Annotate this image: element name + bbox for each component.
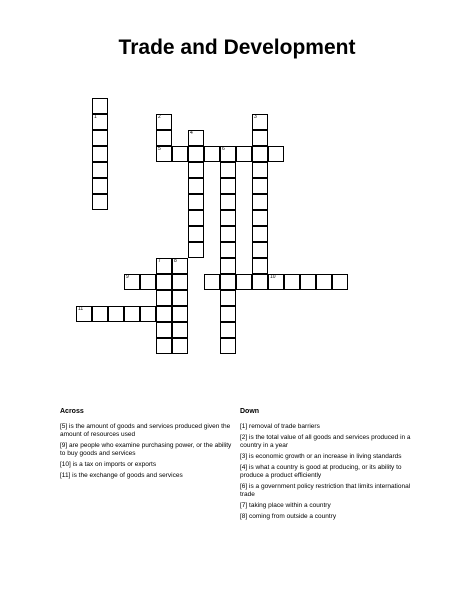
crossword-cell[interactable] — [156, 258, 172, 274]
crossword-cell[interactable] — [236, 146, 252, 162]
clue-number: 8 — [174, 258, 177, 264]
crossword-cell[interactable] — [252, 178, 268, 194]
crossword-cell[interactable] — [332, 274, 348, 290]
across-clue: [11] is the exchange of goods and services — [60, 472, 183, 479]
crossword-cell[interactable] — [220, 226, 236, 242]
clue-number: 10 — [270, 274, 276, 280]
crossword-cell[interactable] — [188, 194, 204, 210]
crossword-cell[interactable] — [156, 146, 172, 162]
crossword-cell[interactable] — [252, 226, 268, 242]
crossword-cell[interactable] — [284, 274, 300, 290]
crossword-cell[interactable] — [252, 194, 268, 210]
clue-number: 7 — [158, 258, 161, 264]
crossword-cell[interactable] — [156, 130, 172, 146]
clue-number: 6 — [222, 146, 225, 152]
crossword-cell[interactable] — [92, 306, 108, 322]
crossword-cell[interactable] — [220, 178, 236, 194]
crossword-cell[interactable] — [220, 290, 236, 306]
crossword-cell[interactable] — [220, 242, 236, 258]
crossword-cell[interactable] — [252, 274, 268, 290]
crossword-cell[interactable] — [252, 162, 268, 178]
crossword-cell[interactable] — [188, 162, 204, 178]
crossword-cell[interactable] — [204, 146, 220, 162]
across-heading: Across — [60, 408, 84, 415]
crossword-cell[interactable] — [220, 162, 236, 178]
crossword-cell[interactable] — [188, 242, 204, 258]
crossword-cell[interactable] — [156, 338, 172, 354]
crossword-cell[interactable] — [220, 258, 236, 274]
down-clue: [4] is what a country is good at producing, or its ability to produce a product efficiently — [240, 464, 402, 479]
crossword-cell[interactable] — [252, 258, 268, 274]
crossword-cell[interactable] — [252, 210, 268, 226]
crossword-cell[interactable] — [140, 274, 156, 290]
crossword-cell[interactable] — [76, 306, 92, 322]
crossword-cell[interactable] — [92, 130, 108, 146]
crossword-cell[interactable] — [300, 274, 316, 290]
crossword-cell[interactable] — [252, 130, 268, 146]
clue-number: 11 — [78, 306, 84, 312]
crossword-cell[interactable] — [252, 146, 268, 162]
crossword-cell[interactable] — [172, 290, 188, 306]
crossword-cell[interactable] — [188, 146, 204, 162]
clue-number: 3 — [254, 114, 257, 120]
crossword-cell[interactable] — [92, 98, 108, 114]
across-clue: [9] are people who examine purchasing power, or the ability to buy goods and services — [60, 442, 232, 457]
crossword-cell[interactable] — [204, 274, 220, 290]
crossword-cell[interactable] — [236, 274, 252, 290]
crossword-cell[interactable] — [220, 146, 236, 162]
crossword-cell[interactable] — [252, 114, 268, 130]
down-clue: [3] is economic growth or an increase in living standards — [240, 453, 402, 460]
crossword-cell[interactable] — [188, 210, 204, 226]
crossword-cell[interactable] — [92, 178, 108, 194]
clue-number: 1 — [94, 114, 97, 120]
down-heading: Down — [240, 408, 260, 415]
page-title: Trade and Development — [118, 36, 356, 59]
crossword-cell[interactable] — [108, 306, 124, 322]
crossword-cell[interactable] — [92, 146, 108, 162]
crossword-cell[interactable] — [220, 274, 236, 290]
crossword-cell[interactable] — [220, 322, 236, 338]
crossword-cell[interactable] — [220, 210, 236, 226]
crossword-cell[interactable] — [220, 338, 236, 354]
clue-number: 9 — [126, 274, 129, 280]
clue-number: 4 — [190, 130, 193, 136]
across-clue: [5] is the amount of goods and services produced given the amount of resources used — [60, 423, 231, 438]
crossword-cell[interactable] — [172, 274, 188, 290]
crossword-cell[interactable] — [156, 290, 172, 306]
crossword-cell[interactable] — [124, 274, 140, 290]
crossword-cell[interactable] — [92, 114, 108, 130]
down-clue: [7] taking place within a country — [240, 502, 331, 509]
crossword-cell[interactable] — [172, 306, 188, 322]
crossword-cell[interactable] — [92, 194, 108, 210]
across-clue-list — [60, 423, 238, 483]
crossword-cell[interactable] — [124, 306, 140, 322]
crossword-cell[interactable] — [188, 130, 204, 146]
crossword-cell[interactable] — [156, 322, 172, 338]
crossword-cell[interactable] — [156, 306, 172, 322]
crossword-cell[interactable] — [268, 274, 284, 290]
crossword-cell[interactable] — [172, 258, 188, 274]
crossword-cell[interactable] — [188, 178, 204, 194]
down-clue-list — [240, 423, 418, 524]
crossword-cell[interactable] — [268, 146, 284, 162]
crossword-cell[interactable] — [156, 114, 172, 130]
down-clue: [1] removal of trade barriers — [240, 423, 320, 430]
crossword-cell[interactable] — [156, 274, 172, 290]
crossword-cell[interactable] — [316, 274, 332, 290]
down-clue: [6] is a government policy restriction that limits international trade — [240, 483, 411, 498]
crossword-cell[interactable] — [252, 242, 268, 258]
across-clue: [10] is a tax on imports or exports — [60, 461, 157, 468]
crossword-cell[interactable] — [188, 226, 204, 242]
crossword-cell[interactable] — [172, 338, 188, 354]
crossword-cell[interactable] — [92, 162, 108, 178]
crossword-cell[interactable] — [220, 194, 236, 210]
down-clue: [2] is the total value of all goods and services produced in a country in a year — [240, 434, 411, 449]
crossword-cell[interactable] — [172, 146, 188, 162]
crossword-cell[interactable] — [172, 322, 188, 338]
clue-number: 2 — [158, 114, 161, 120]
crossword-cell[interactable] — [220, 306, 236, 322]
down-clue: [8] coming from outside a country — [240, 513, 337, 520]
crossword-cell[interactable] — [140, 306, 156, 322]
clue-number: 5 — [158, 146, 161, 152]
